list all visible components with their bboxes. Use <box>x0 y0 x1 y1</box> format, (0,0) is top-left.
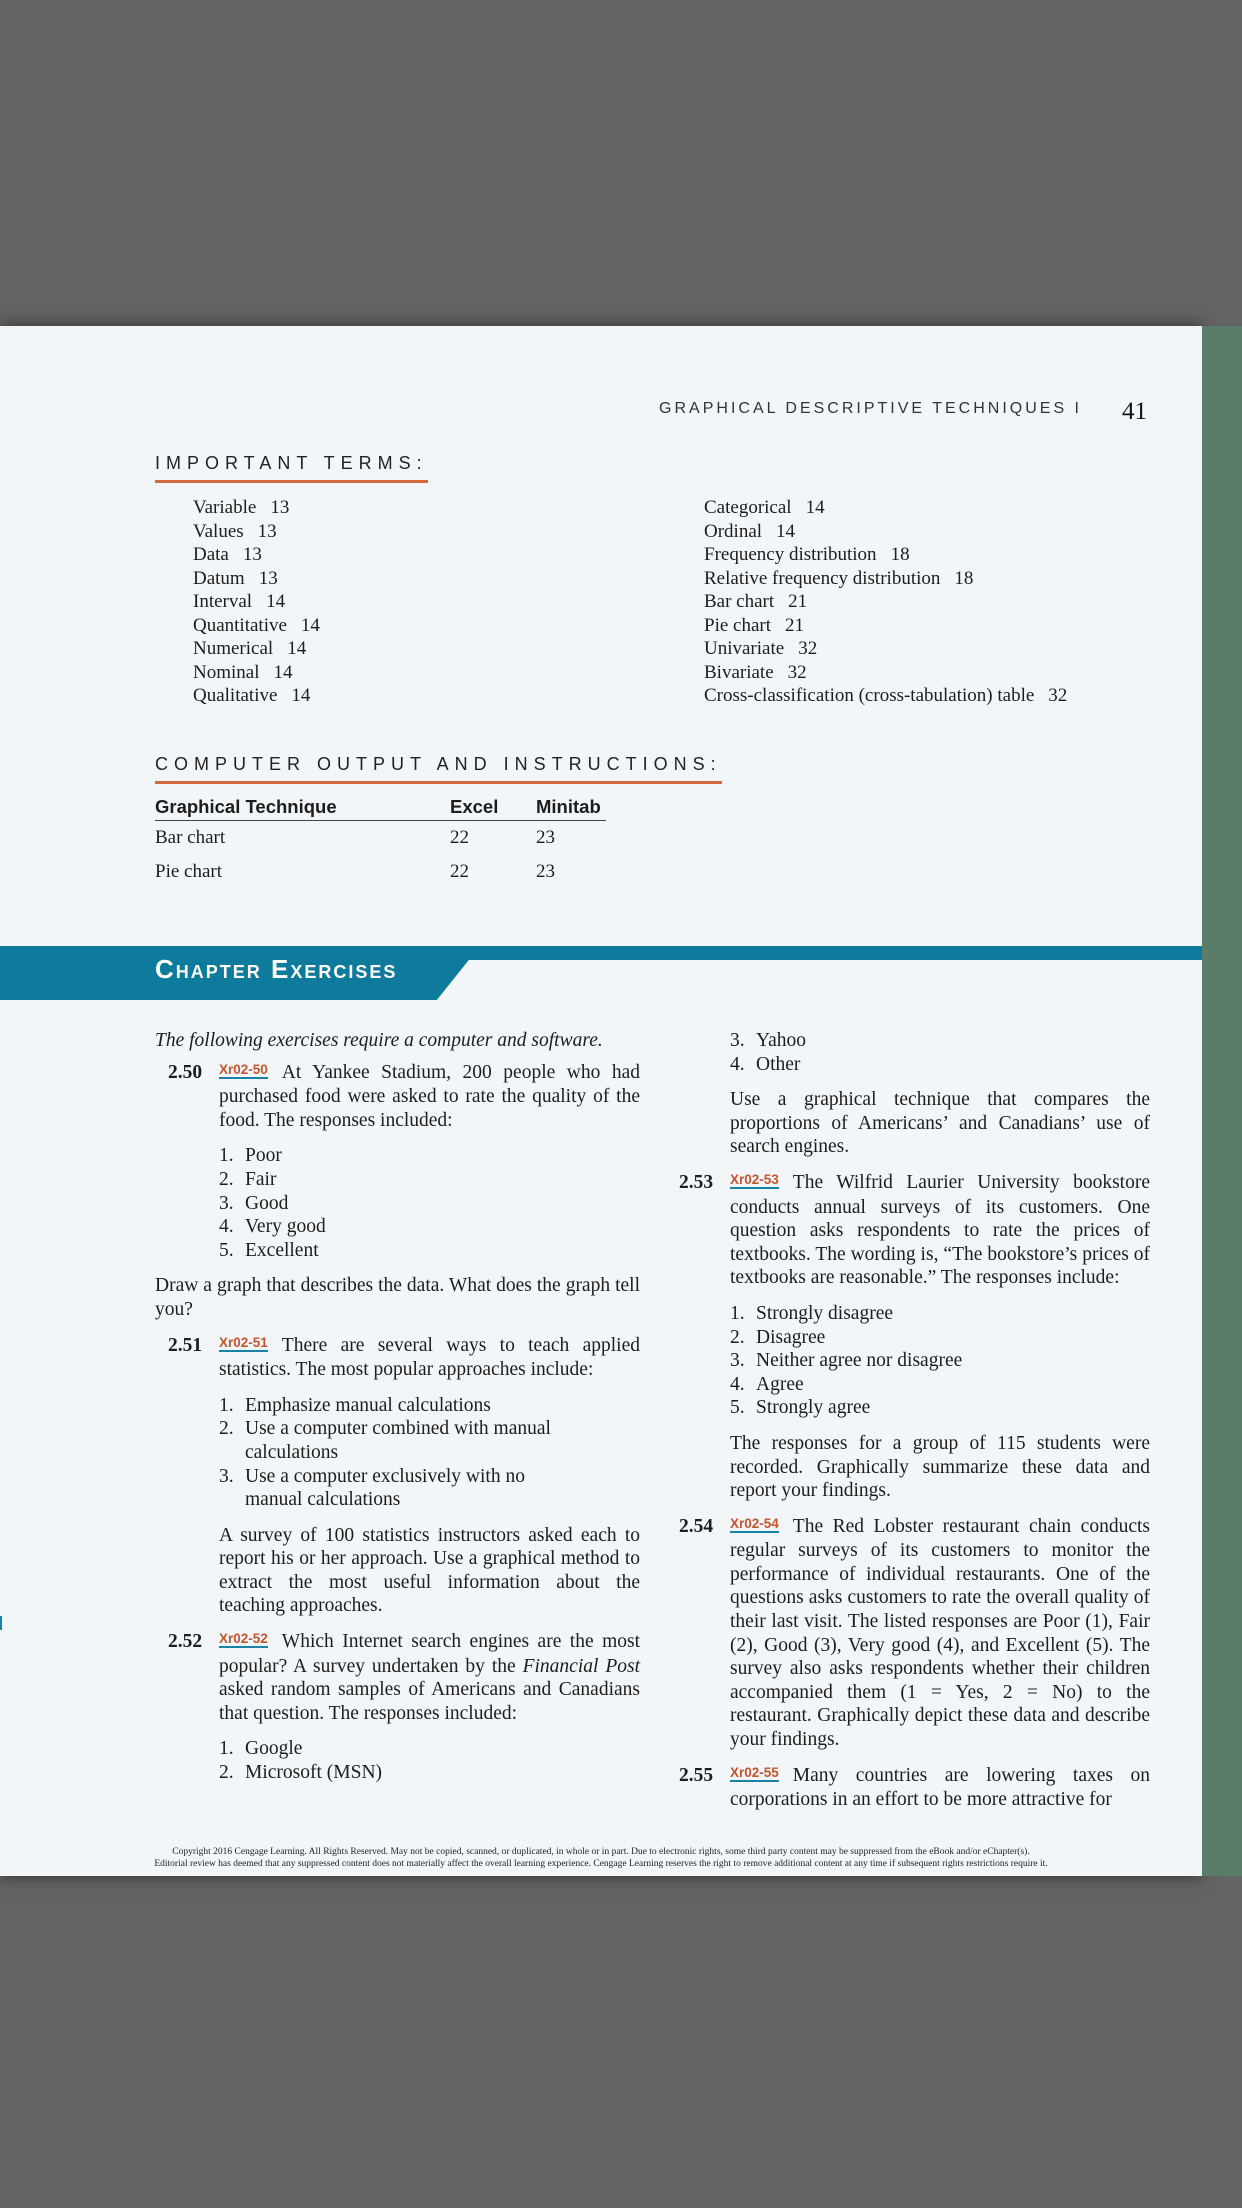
term-row <box>193 637 320 661</box>
table-cell: 22 <box>450 827 469 848</box>
list-item: 2. Disagree <box>730 1326 826 1348</box>
response-list <box>219 1737 640 1784</box>
term-page: 14 <box>273 661 293 683</box>
running-title: GRAPHICAL DESCRIPTIVE TECHNIQUES I <box>659 400 1082 417</box>
exercise-2-53 <box>666 1171 1150 1290</box>
table-cell: 23 <box>536 861 555 882</box>
exercise-number: 2.53 <box>679 1171 714 1193</box>
exercise-text: There are several ways to teach applied statistics. The most popular approaches include: <box>219 1334 640 1381</box>
copyright-footer <box>0 1846 1202 1870</box>
term-page: 32 <box>787 661 807 683</box>
term-row <box>193 520 320 544</box>
list-item: 4. Agree <box>730 1373 804 1395</box>
data-file-link[interactable]: Xr02-53 <box>730 1171 779 1187</box>
term: Cross-classification (cross-tabulation) table <box>704 685 1035 706</box>
exercise-2-52 <box>155 1630 640 1725</box>
term-page: 13 <box>242 544 262 565</box>
exercises-right-column <box>666 1029 1150 1812</box>
exercise-text: Which Internet search engines are the most popular? A survey undertaken by the <box>219 1631 640 1677</box>
list-item: 3. Use a computer exclusively with no manual calculations <box>219 1465 525 1511</box>
table-cell: Pie chart <box>155 861 223 882</box>
exercise-text: Many countries are lowering taxes on corporations in an effort to be more attractive for <box>730 1764 1150 1811</box>
exercise-text: At Yankee Stadium, 200 people who had purchased food were asked to rate the quality of the food. The responses included: <box>219 1061 640 1131</box>
data-file-link[interactable]: Xr02-54 <box>730 1515 779 1531</box>
list-item: 2. Use a computer combined with manual calculations <box>219 1418 551 1463</box>
margin-marker <box>0 1616 2 1630</box>
list-item: 2. Microsoft (MSN) <box>219 1762 383 1784</box>
term-page: 14 <box>776 520 796 542</box>
terms-left-column <box>193 496 320 708</box>
term-page: 14 <box>291 685 311 706</box>
term-page: 13 <box>270 497 290 518</box>
term-page: 14 <box>805 497 825 518</box>
table-row <box>155 821 606 856</box>
term: Pie chart <box>704 614 772 636</box>
term-page: 32 <box>1048 685 1068 706</box>
exercise-number: 2.52 <box>168 1631 203 1653</box>
term-row <box>704 496 1067 520</box>
data-file-link[interactable]: Xr02-50 <box>219 1061 268 1077</box>
term: Categorical <box>704 497 792 518</box>
exercise-text: The Wilfrid Laurier University bookstore conducts annual surveys of its customers. One question asks respondents to rate the prices of textbooks. The wording is, “The bookstore’s prices of textbooks are reasonable.” The responses include: <box>730 1171 1150 1289</box>
term-row <box>193 614 320 638</box>
terms-right-column <box>704 496 1067 708</box>
important-terms-heading: IMPORTANT TERMS: <box>155 453 428 483</box>
list-item: 1. Emphasize manual calculations <box>219 1394 491 1416</box>
computer-output-heading: COMPUTER OUTPUT AND INSTRUCTIONS: <box>155 754 722 784</box>
term-page: 18 <box>954 567 974 589</box>
term-row <box>704 661 1067 685</box>
list-item: 3. Neither agree nor disagree <box>730 1350 963 1372</box>
list-item: 5. Strongly agree <box>730 1397 871 1419</box>
term-page: 14 <box>266 591 286 612</box>
term: Qualitative <box>193 685 278 706</box>
book-page <box>0 326 1202 1876</box>
term-page: 14 <box>300 614 320 636</box>
table-row <box>155 855 606 889</box>
term-row <box>193 684 320 708</box>
term: Values <box>193 520 244 542</box>
term-row <box>193 567 320 591</box>
term: Bivariate <box>704 661 774 683</box>
exercises-intro: The following exercises require a computer and software. <box>155 1030 603 1051</box>
computer-output-table <box>155 796 606 889</box>
table-header-row <box>155 796 606 821</box>
exercise-number: 2.54 <box>679 1515 714 1537</box>
exercise-number: 2.50 <box>168 1061 203 1083</box>
term: Numerical <box>193 638 274 659</box>
term: Bar chart <box>704 591 775 612</box>
exercise-text: asked random samples of Americans and Canadians that question. The responses included: <box>219 1679 640 1724</box>
list-item: 4. Other <box>730 1053 801 1075</box>
response-list <box>730 1302 1150 1420</box>
term-row <box>704 543 1067 567</box>
data-file-link[interactable]: Xr02-51 <box>219 1334 268 1350</box>
term: Quantitative <box>193 614 287 636</box>
list-item: 1. Strongly disagree <box>730 1302 894 1324</box>
publication-name: Financial Post <box>522 1655 640 1677</box>
term-row <box>193 543 320 567</box>
copyright-line: Copyright 2016 Cengage Learning. All Rights Reserved. May not be copied, scanned, or duplicated, in whole or in part. Due to electronic rights, some third party content may be suppressed from the eBook and/or eChapter(s). <box>172 1847 1030 1857</box>
term-page: 32 <box>798 638 818 659</box>
term: Univariate <box>704 638 785 659</box>
term: Interval <box>193 591 253 612</box>
term: Nominal <box>193 661 260 683</box>
table-cell: 22 <box>450 861 469 882</box>
term-row <box>704 684 1067 708</box>
table-cell: Bar chart <box>155 827 226 848</box>
chapter-exercises-title: Chapter Exercises <box>155 954 398 984</box>
page-number: 41 <box>1122 398 1147 425</box>
term: Relative frequency distribution <box>704 567 941 589</box>
exercise-number: 2.51 <box>168 1334 203 1356</box>
term-row <box>193 590 320 614</box>
term-page: 18 <box>890 544 910 565</box>
term: Datum <box>193 567 245 589</box>
list-item: 2. Fair <box>219 1168 277 1190</box>
data-file-link[interactable]: Xr02-55 <box>730 1764 779 1780</box>
exercise-2-54 <box>666 1515 1150 1752</box>
exercise-followup: A survey of 100 statistics instructors asked each to report his or her approach. Use a graphical method to extract the most useful information about the teaching approaches. <box>219 1524 640 1617</box>
term-row <box>704 567 1067 591</box>
term-page: 21 <box>785 614 805 636</box>
exercise-text: The Red Lobster restaurant chain conducts regular surveys of its customers to monitor the performance of individual restaurants. One of the questions asks customers to rate the overall quality of their last visit. The listed responses are Poor (1), Fair (2), Good (3), Very good (4), and Excellent (5). The survey also asks respondents whether their children accompanied them (1 = Yes, 2 = No) to the restaurant. Graphically depict these data and describe your findings. <box>730 1515 1150 1751</box>
exercise-2-55 <box>666 1764 1150 1812</box>
exercise-2-50 <box>155 1061 640 1133</box>
term-row <box>704 614 1067 638</box>
term-row <box>704 637 1067 661</box>
term-page: 14 <box>287 638 307 659</box>
list-item: 3. Yahoo <box>730 1030 807 1051</box>
term-row <box>193 661 320 685</box>
term: Frequency distribution <box>704 544 877 565</box>
response-list <box>219 1394 640 1512</box>
exercise-2-51 <box>155 1334 640 1382</box>
copyright-line: Editorial review has deemed that any suppressed content does not materially affect the overall learning experience. Cengage Learning reserves the right to remove additional content at any time if subsequent rights restrictions require it. <box>154 1859 1048 1869</box>
table-cell: 23 <box>536 827 555 848</box>
list-item: 1. Google <box>219 1738 303 1760</box>
list-item: 4. Very good <box>219 1216 326 1238</box>
exercise-number: 2.55 <box>679 1764 714 1786</box>
column-header: Graphical Technique <box>155 796 450 821</box>
term: Data <box>193 544 229 565</box>
response-list <box>219 1144 640 1262</box>
column-header: Excel <box>450 796 536 821</box>
exercise-followup: The responses for a group of 115 students were recorded. Graphically summarize these data and report your findings. <box>730 1432 1150 1502</box>
page-edge-strip <box>1202 326 1242 1876</box>
exercise-followup: Use a graphical technique that compares the proportions of Americans’ and Canadians’ use of search engines. <box>730 1089 1150 1158</box>
term-page: 21 <box>788 591 808 612</box>
exercises-left-column <box>155 1029 640 1797</box>
term-row <box>193 496 320 520</box>
list-item: 1. Poor <box>219 1145 282 1167</box>
term-page: 13 <box>258 567 278 589</box>
column-header: Minitab <box>536 796 606 821</box>
data-file-link[interactable]: Xr02-52 <box>219 1631 268 1647</box>
term: Ordinal <box>704 520 763 542</box>
term-row <box>704 590 1067 614</box>
term: Variable <box>193 497 257 518</box>
response-list-continued <box>730 1029 1150 1076</box>
term-row <box>704 520 1067 544</box>
list-item: 5. Excellent <box>219 1239 319 1261</box>
list-item: 3. Good <box>219 1192 289 1214</box>
term-page: 13 <box>257 520 277 542</box>
exercise-followup: Draw a graph that describes the data. What does the graph tell you? <box>155 1275 640 1320</box>
